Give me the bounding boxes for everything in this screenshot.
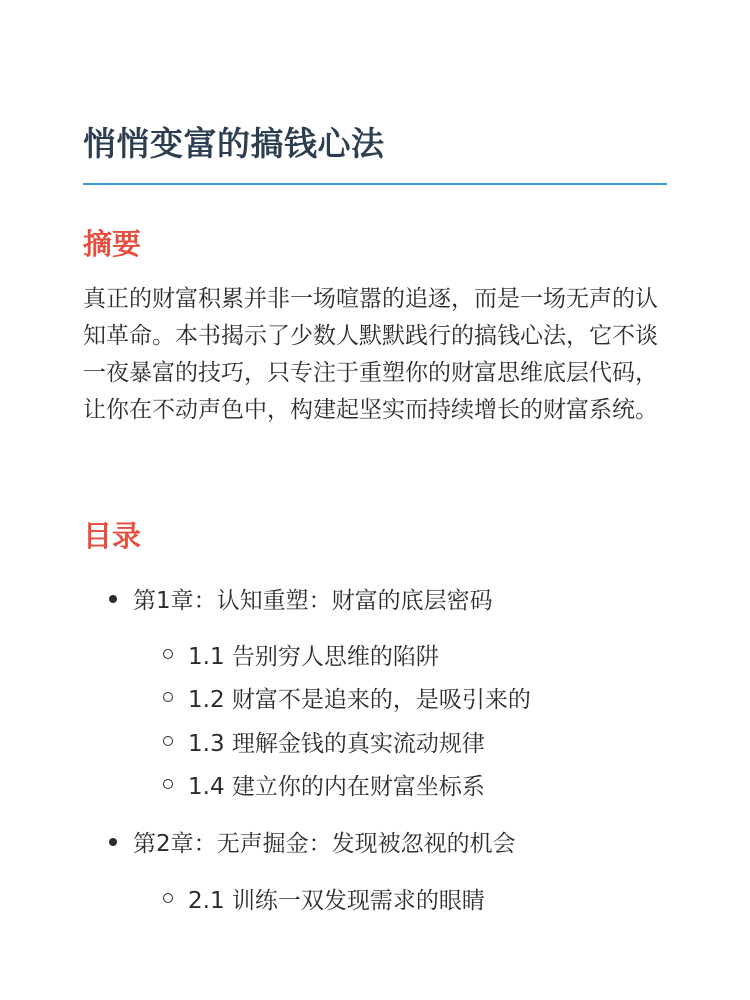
bullet-circle-icon — [163, 736, 173, 746]
toc-section-1-4[interactable] — [188, 768, 485, 801]
section-label: 1.1 告别穷人思维的陷阱 — [188, 644, 439, 670]
chapter-label: 第1章：认知重塑：财富的底层密码 — [133, 588, 493, 614]
bullet-dot-icon — [109, 595, 117, 603]
toc-heading: 目录 — [83, 519, 142, 553]
toc-section-1-3[interactable] — [188, 725, 485, 758]
bullet-circle-icon — [163, 692, 173, 702]
summary-heading: 摘要 — [83, 227, 142, 261]
title-divider — [83, 183, 667, 185]
section-label: 1.2 财富不是追来的，是吸引来的 — [188, 687, 531, 713]
document-title: 悄悄变富的搞钱心法 — [83, 124, 385, 163]
bullet-circle-icon — [163, 893, 173, 903]
chapter-label: 第2章：无声掘金：发现被忽视的机会 — [133, 831, 516, 857]
summary-text: 真正的财富积累并非一场喧嚣的追逐，而是一场无声的认知革命。本书揭示了少数人默默践行的搞钱心法，它不谈一夜暴富的技巧，只专注于重塑你的财富思维底层代码，让你在不动声色中，构建起坚实而持续增长的财富系统。 — [83, 286, 658, 423]
toc-section-1-1[interactable] — [188, 638, 439, 671]
section-label: 1.3 理解金钱的真实流动规律 — [188, 731, 485, 757]
toc-section-1-2[interactable] — [188, 681, 531, 714]
section-label: 2.1 训练一双发现需求的眼睛 — [188, 888, 485, 914]
toc-chapter-2[interactable] — [133, 825, 516, 858]
toc-chapter-1[interactable] — [133, 582, 493, 615]
toc-section-2-1[interactable] — [188, 882, 485, 915]
bullet-circle-icon — [163, 649, 173, 659]
section-label: 1.4 建立你的内在财富坐标系 — [188, 774, 485, 800]
bullet-dot-icon — [109, 838, 117, 846]
bullet-circle-icon — [163, 779, 173, 789]
